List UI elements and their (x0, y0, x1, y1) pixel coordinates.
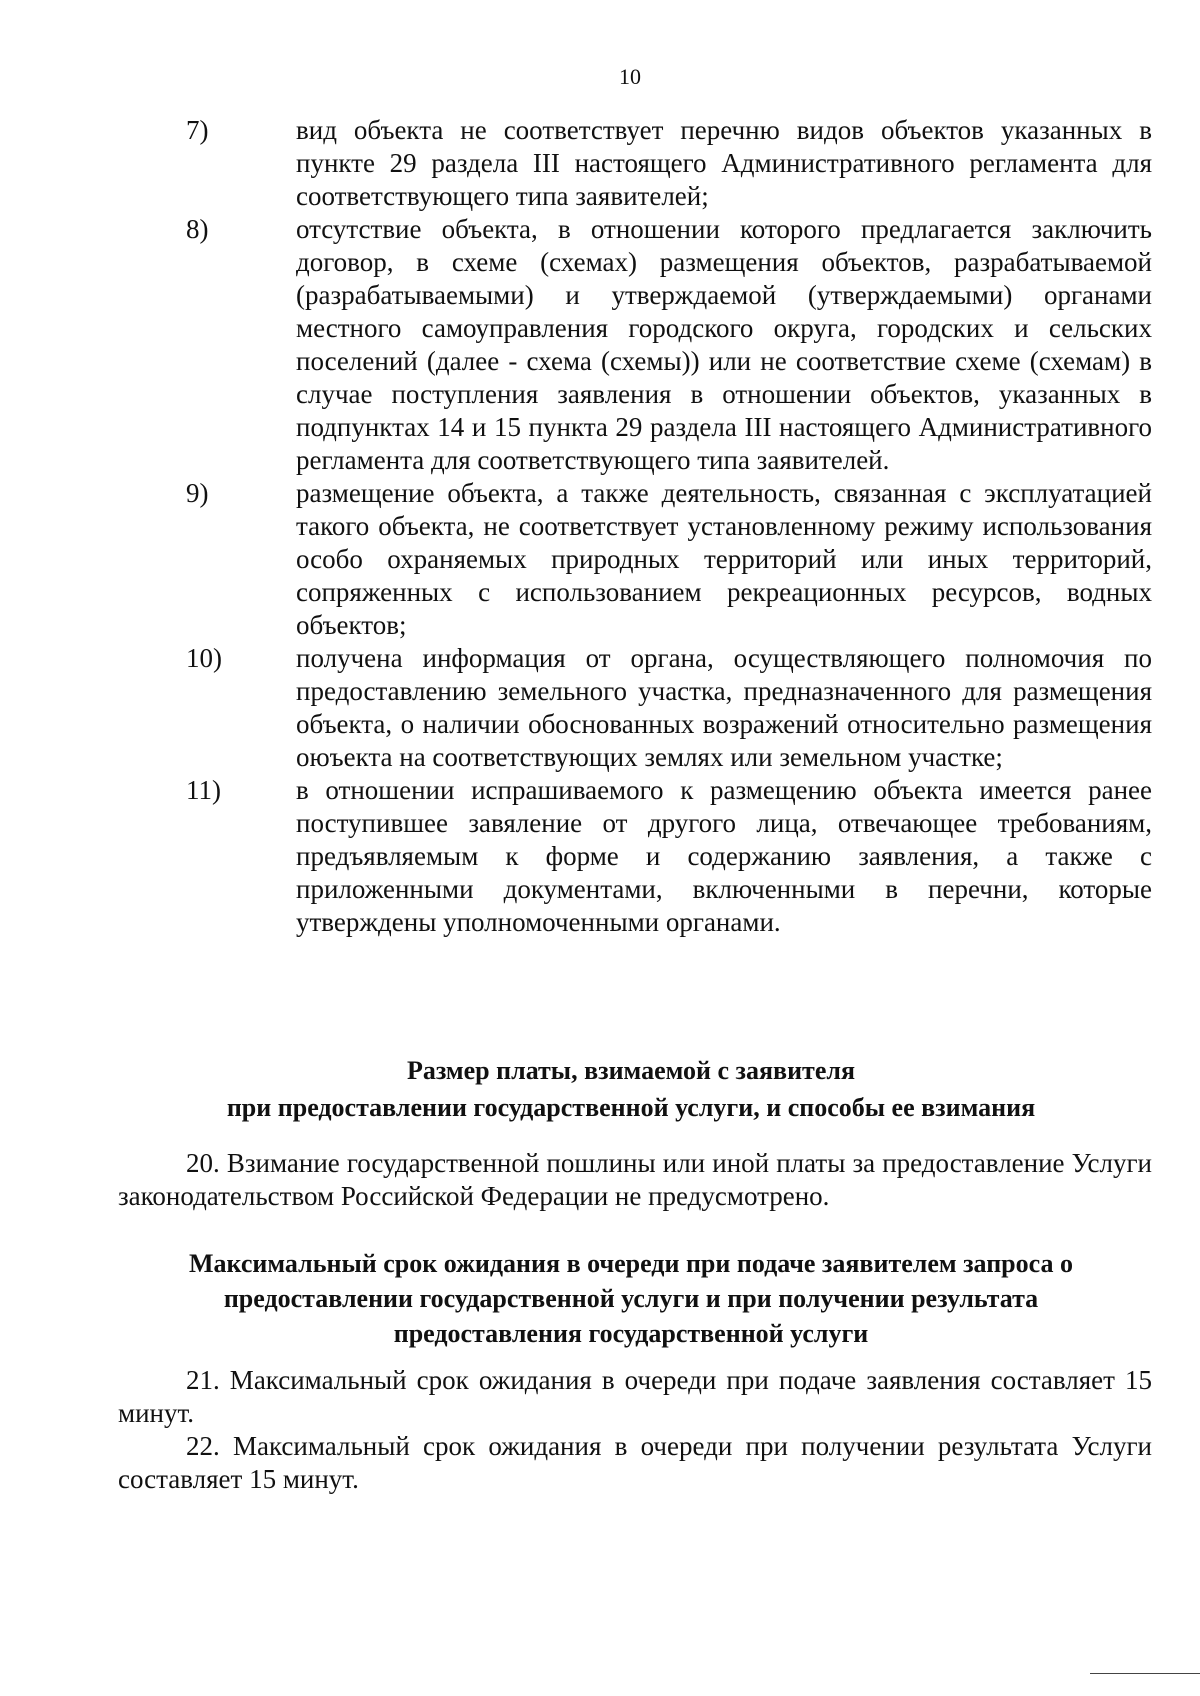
footer-rule (1090, 1673, 1200, 1674)
list-item-text: вид объекта не соответствует перечню видов объектов указанных в пункте 29 раздела III настоящего Административного регламента для соответствующего типа заявителей; (296, 115, 1152, 211)
list-item-number: 10) (186, 643, 222, 673)
list-item-number: 9) (186, 478, 209, 508)
list-item (0, 477, 1200, 642)
list-item (0, 774, 1200, 939)
paragraph-21: 21. Максимальный срок ожидания в очереди при подаче заявления составляет 15 минут. (118, 1365, 1152, 1428)
list-item-text: размещение объекта, а также деятельность, связанная с эксплуатацией такого объекта, не соответствует установленному режиму использования особо охраняемых природных территорий или иных территорий, сопряженных с использованием рекреационных ресурсов, водных объектов; (296, 478, 1152, 640)
list-item-number: 8) (186, 214, 209, 244)
paragraph-20: 20. Взимание государственной пошлины или иной платы за предоставление Услуги законодательством Российской Федерации не предусмотрено. (118, 1148, 1152, 1211)
list-item-text: в отношении испрашиваемого к размещению объекта имеется ранее поступившее завяление от другого лица, отвечающее требованиям, предъявляемым к форме и содержанию заявления, а также с приложенными документами, включенными в перечни, которые утверждены уполномоченными органами. (296, 775, 1152, 937)
paragraph-22: 22. Максимальный срок ожидания в очереди при получении результата Услуги составляет 15 минут. (118, 1431, 1152, 1494)
heading-line: Максимальный срок ожидания в очереди при подаче заявителем запроса о (188, 1249, 1073, 1278)
heading-line: предоставлении государственной услуги и при получении результата (223, 1284, 1039, 1313)
list-item-text: получена информация от органа, осуществляющего полномочия по предоставлению земельного участка, предназначенного для размещения объекта, о наличии обоснованных возражений относительно размещения оюъекта на соответствующих землях или земельном участке; (296, 643, 1152, 772)
list-item-text: отсутствие объекта, в отношении которого предлагается заключить договор, в схеме (схемах) размещения объектов, разрабатываемой (разрабатываемыми) и утверждаемой (утверждаемыми) органами местного самоуправления городского округа, городских и сельских поселений (далее - схема (схемы)) или не соответствие схеме (схемам) в случае поступления заявления в отношении объектов, указанных в подпунктах 14 и 15 пункта 29 раздела III настоящего Административного регламента для соответствующего типа заявителей. (296, 214, 1152, 475)
heading-line: при предоставлении государственной услуги, и способы ее взимания (226, 1093, 1036, 1122)
heading-line: Размер платы, взимаемой с заявителя (406, 1056, 856, 1085)
list-item (0, 642, 1200, 774)
heading-line: предоставления государственной услуги (393, 1319, 869, 1348)
list-item (0, 213, 1200, 477)
page-number: 10 (619, 64, 641, 89)
list-item-number: 7) (186, 115, 209, 145)
section-heading-fee (110, 1052, 1152, 1126)
section-heading-wait (110, 1246, 1152, 1351)
list-item-number: 11) (186, 775, 221, 805)
list-item (0, 114, 1200, 213)
grounds-list (0, 114, 1200, 939)
